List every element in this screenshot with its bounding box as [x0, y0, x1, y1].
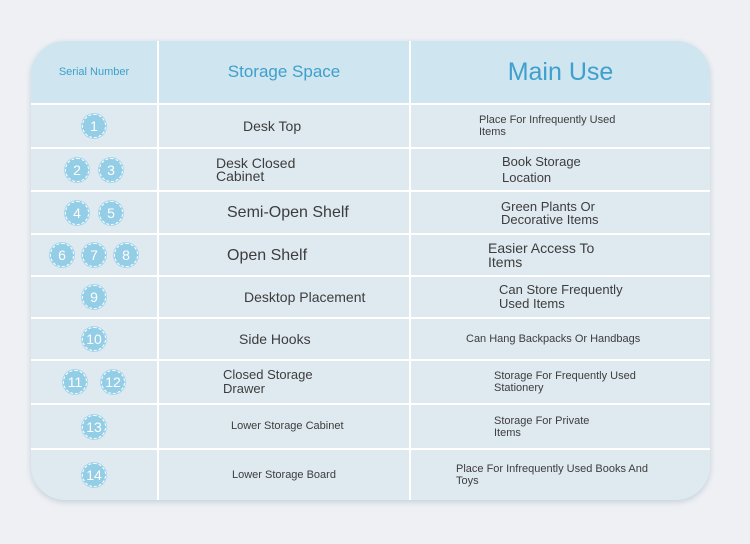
- main-use-cell: Place For Infrequently Used Items: [479, 114, 616, 138]
- main-use-cell: Can Store Frequently Used Items: [499, 282, 623, 311]
- serial-badge: 11: [63, 370, 87, 394]
- main-use-cell: Storage For Frequently Used Stationery: [494, 370, 636, 394]
- serial-badge: 5: [99, 201, 123, 225]
- table-row: [31, 149, 710, 190]
- serial-cell: [31, 405, 157, 448]
- serial-badge: 2: [65, 158, 89, 182]
- table-row: [31, 277, 710, 317]
- serial-cell: [31, 361, 157, 403]
- serial-badge: 7: [82, 243, 106, 267]
- serial-cell: [31, 319, 157, 359]
- table-row: [31, 192, 710, 233]
- serial-badge: 4: [65, 201, 89, 225]
- serial-cell: [31, 105, 157, 147]
- main-use-cell: Easier Access To Items: [488, 240, 595, 270]
- serial-badge: 1: [82, 114, 106, 138]
- header-storage-space: Storage Space: [227, 62, 341, 81]
- storage-space-cell: Desktop Placement: [244, 288, 366, 305]
- serial-badge: 6: [50, 243, 74, 267]
- storage-space-cell: Side Hooks: [239, 330, 311, 347]
- serial-cell: [31, 149, 157, 190]
- serial-badge: 10: [82, 327, 106, 351]
- storage-space-cell: Open Shelf: [227, 246, 308, 264]
- header-serial-number: Serial Number: [58, 66, 130, 78]
- table-row: [31, 235, 710, 275]
- serial-badge: 13: [82, 415, 106, 439]
- serial-badge: 9: [82, 285, 106, 309]
- main-use-cell: Green Plants Or Decorative Items: [501, 198, 599, 227]
- serial-badge: 3: [99, 158, 123, 182]
- main-use-cell: Storage For Private Items: [494, 414, 590, 439]
- storage-space-cell: Lower Storage Cabinet: [231, 420, 344, 432]
- header-main-use: Main Use: [507, 57, 614, 86]
- serial-cell: [31, 235, 157, 275]
- storage-space-cell: Semi-Open Shelf: [227, 204, 349, 221]
- table-row: [31, 105, 710, 147]
- serial-badge: 12: [101, 370, 125, 394]
- storage-space-cell: Desk Top: [243, 117, 302, 134]
- storage-space-cell: Lower Storage Board: [232, 468, 336, 481]
- storage-space-cell: Closed Storage Drawer: [223, 367, 313, 396]
- table-row: [31, 405, 710, 448]
- storage-space-cell: Desk Closed Cabinet: [216, 154, 296, 184]
- serial-cell: [31, 192, 157, 233]
- main-use-cell: Can Hang Backpacks Or Handbags: [466, 332, 641, 345]
- storage-table: [31, 41, 710, 500]
- table-row: [31, 319, 710, 359]
- serial-badge: 14: [82, 463, 106, 487]
- serial-cell: [31, 277, 157, 317]
- table-row: [31, 450, 710, 500]
- main-use-cell: Book Storage Location: [502, 153, 581, 185]
- main-use-cell: Place For Infrequently Used Books And Toys: [456, 463, 648, 487]
- serial-badge: 8: [114, 243, 138, 267]
- table-row: [31, 361, 710, 403]
- serial-cell: [31, 450, 157, 500]
